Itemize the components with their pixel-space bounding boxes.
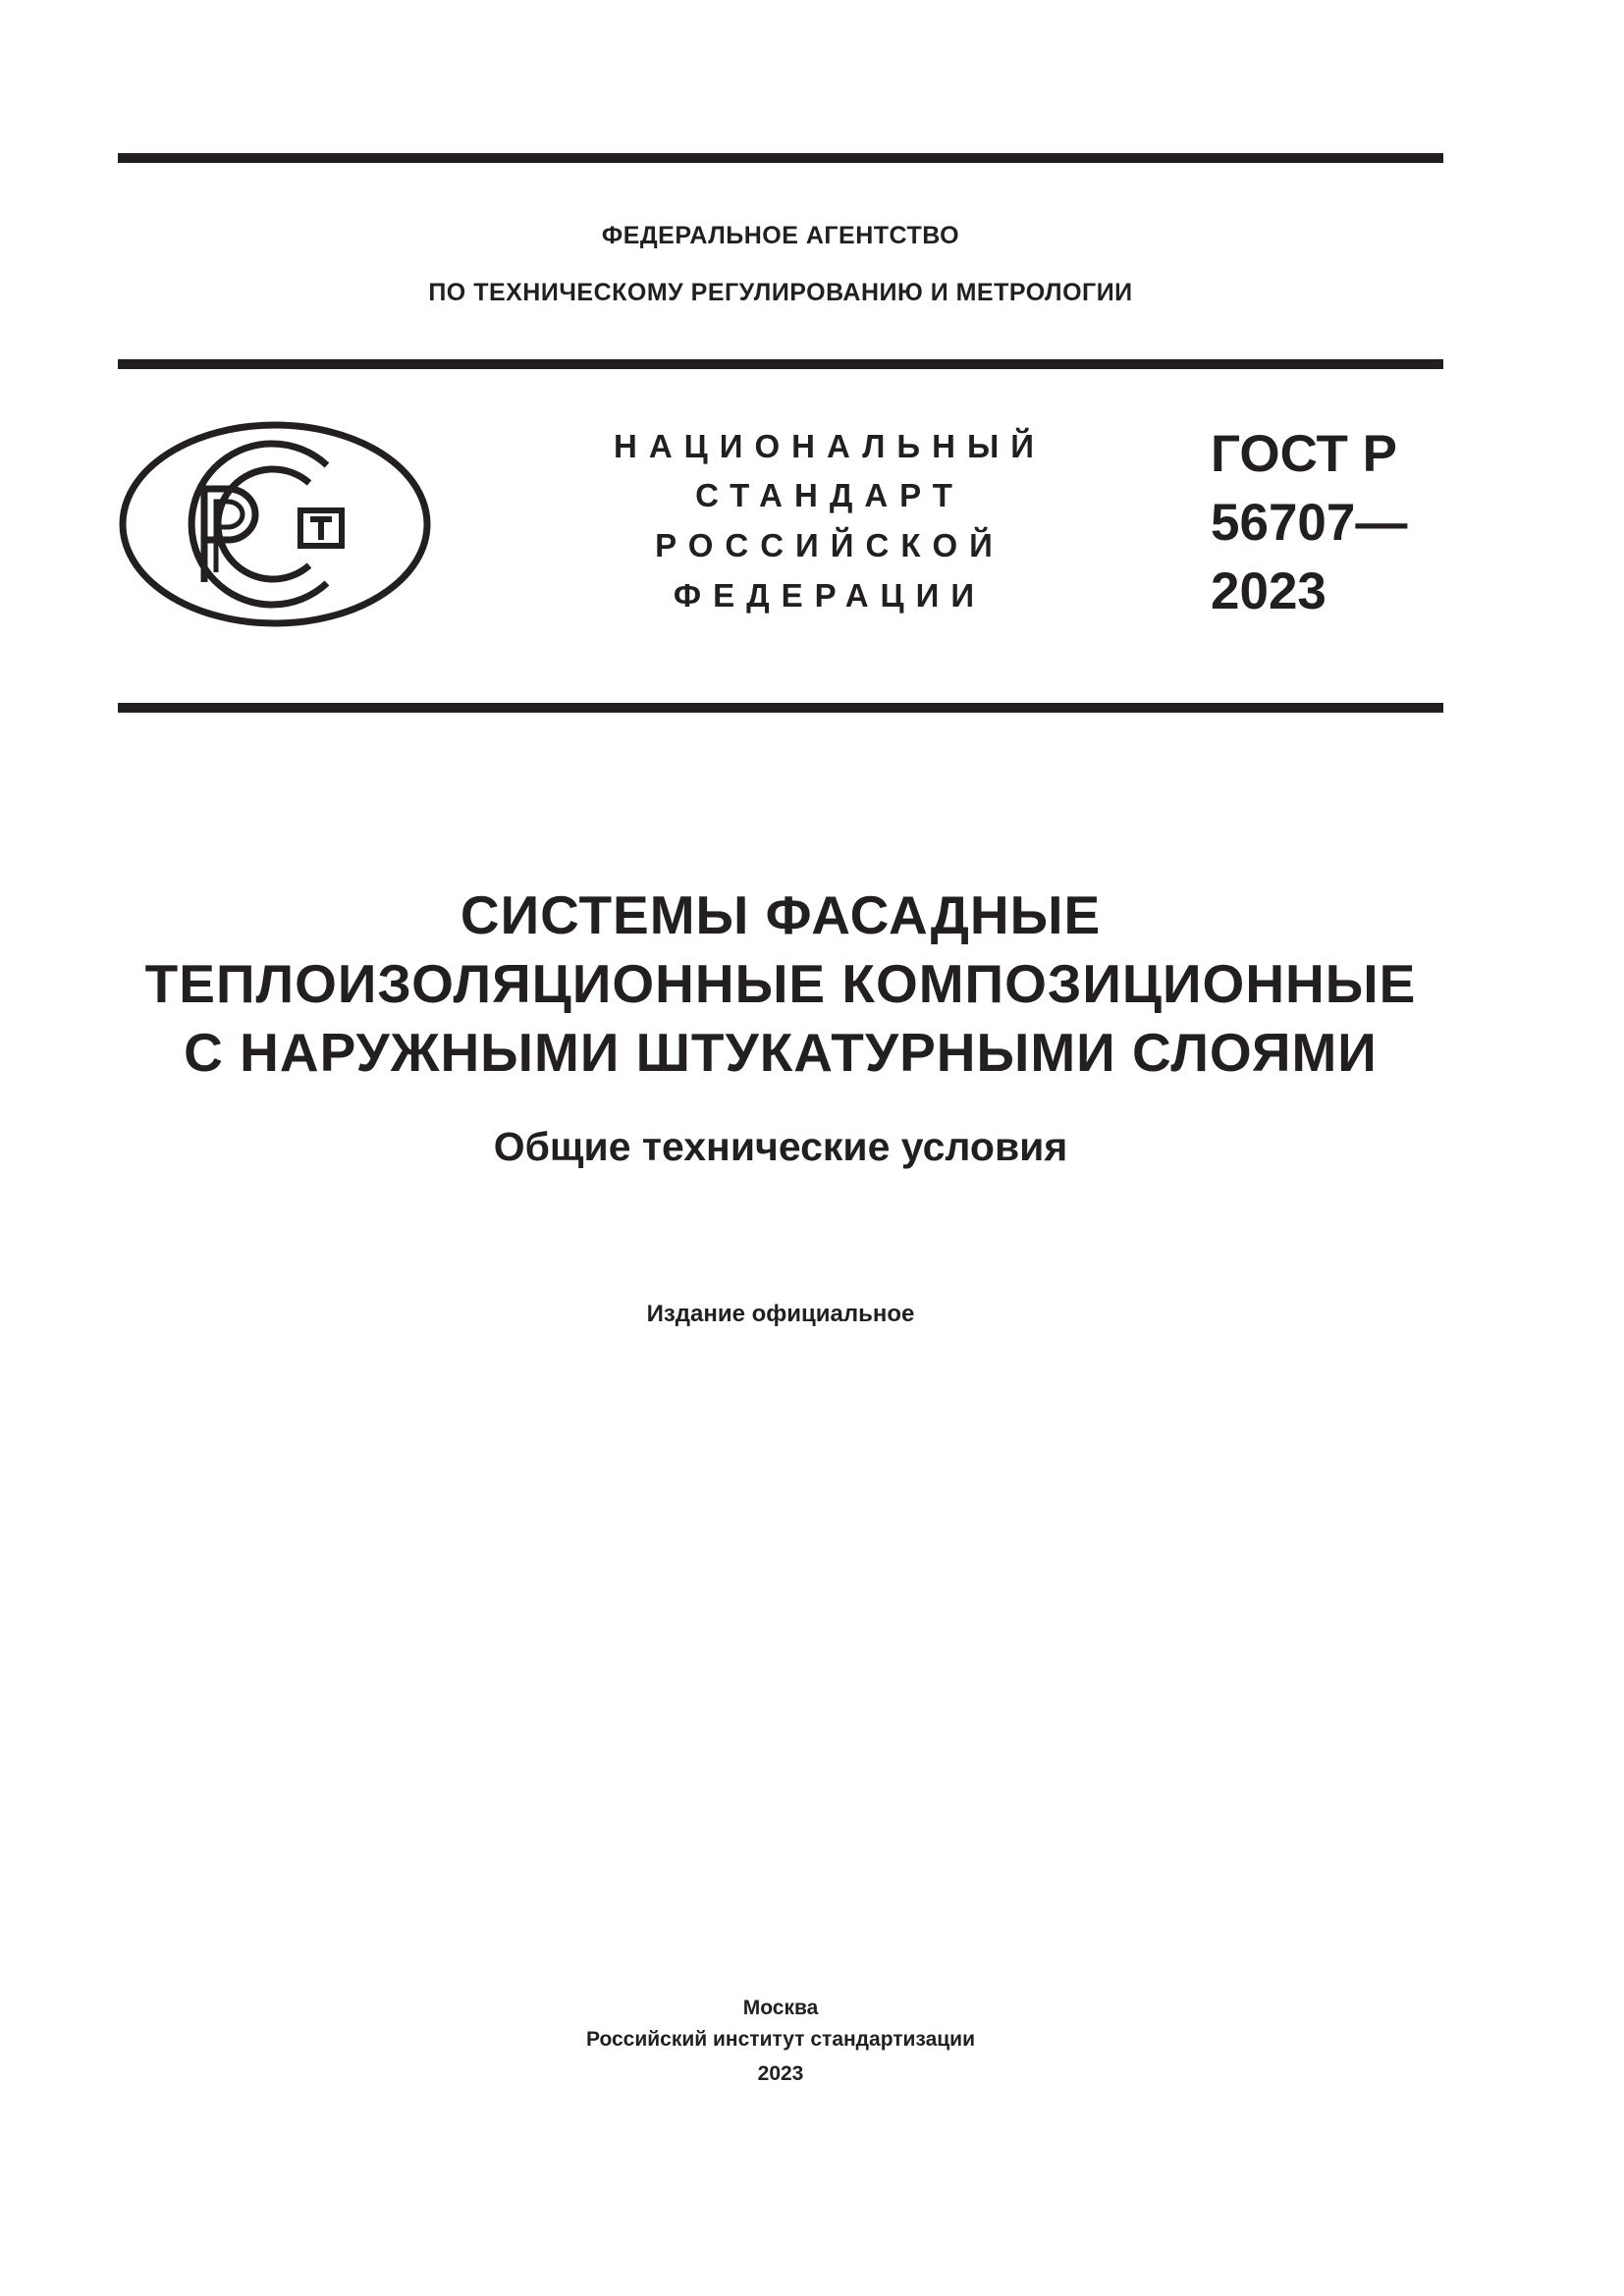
title-line-3: С НАРУЖНЫМИ ШТУКАТУРНЫМИ СЛОЯМИ: [184, 1022, 1378, 1083]
standard-designation: [1211, 420, 1446, 626]
agency-line-1: ФЕДЕРАЛЬНОЕ АГЕНТСТВО: [601, 222, 960, 249]
national-standard-line-3: РОССИЙСКОЙ: [655, 527, 1004, 563]
national-standard-line-2: СТАНДАРТ: [695, 477, 964, 513]
imprint-publisher: Российский институт стандартизации: [585, 2028, 976, 2051]
edition-label: Издание официальное: [646, 1301, 915, 1327]
title-line-2: ТЕПЛОИЗОЛЯЦИОННЫЕ КОМПОЗИЦИОННЫЕ: [144, 953, 1417, 1014]
designation-rule: [118, 703, 1443, 713]
rst-conformity-mark-icon: [118, 420, 432, 628]
imprint-city: Москва: [742, 1997, 819, 2019]
national-standard-line-4: ФЕДЕРАЦИИ: [673, 577, 987, 614]
imprint-year: 2023: [757, 2062, 804, 2085]
top-rule: [118, 153, 1443, 163]
national-standard-line-1: НАЦИОНАЛЬНЫЙ: [614, 428, 1046, 464]
agency-line-2: ПО ТЕХНИЧЕСКОМУ РЕГУЛИРОВАНИЮ И МЕТРОЛОГИИ: [428, 279, 1133, 306]
designation-line-3: 2023: [1211, 562, 1326, 620]
header-rule: [118, 359, 1443, 369]
document-subtitle: Общие технические условия: [493, 1124, 1068, 1169]
designation-line-1: ГОСТ Р: [1211, 425, 1397, 483]
title-line-1: СИСТЕМЫ ФАСАДНЫЕ: [460, 884, 1102, 945]
designation-line-2: 56707—: [1211, 494, 1408, 552]
